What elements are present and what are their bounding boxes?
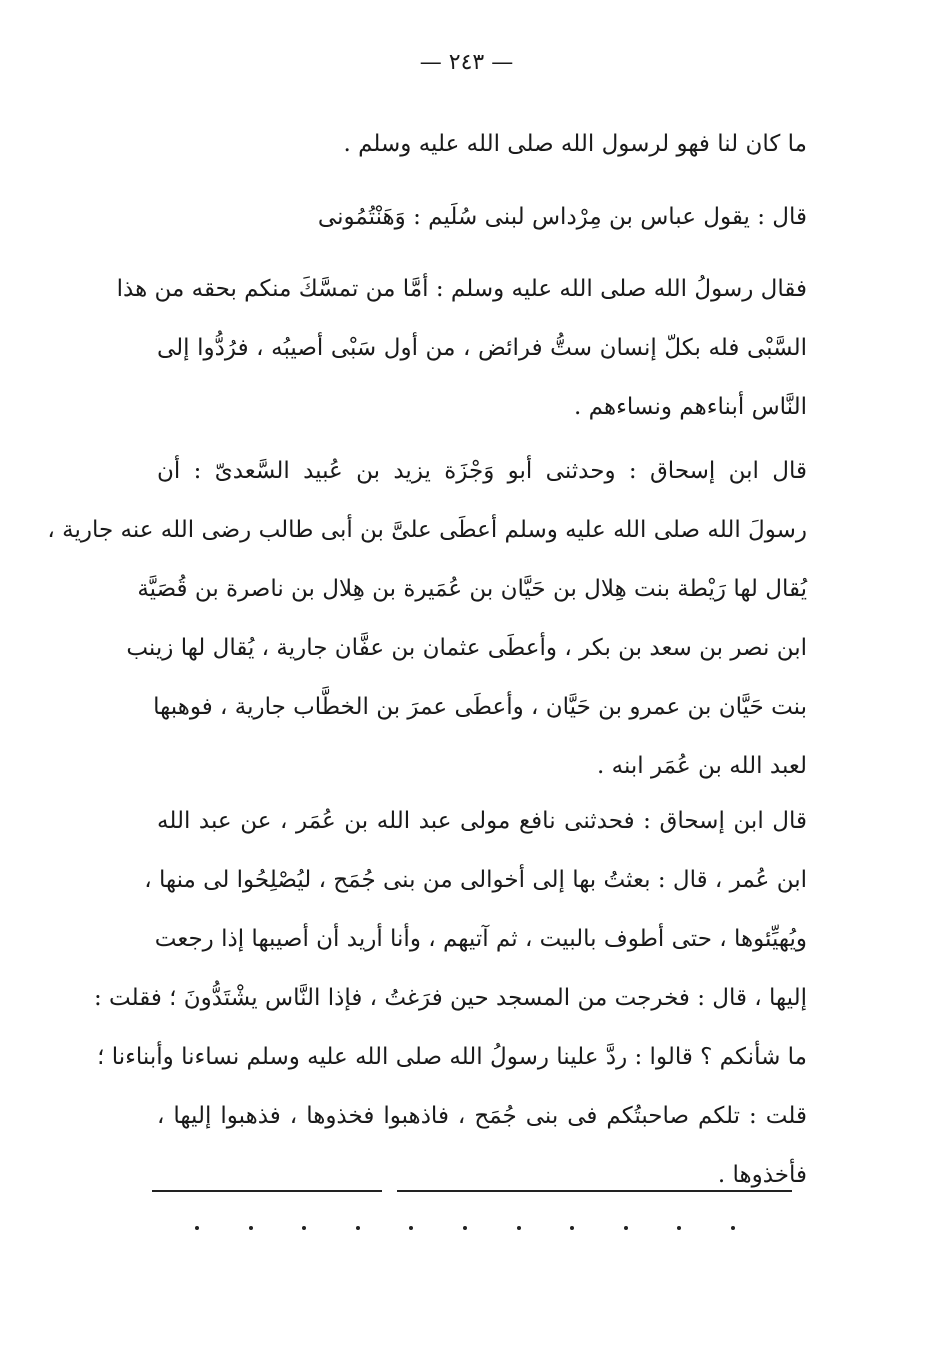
paragraph xyxy=(157,188,807,247)
text-line: رسولَ الله صلى الله عليه وسلم أعطَى علىَّ بن أبى طالب رضى الله عنه جارية ، xyxy=(47,517,807,543)
text-line: فقال رسولُ الله صلى الله عليه وسلم : أمَّا من تمسَّكَ منكم بحقه من هذا xyxy=(116,276,807,302)
text-line: لعبد الله بن عُمَر ابنه . xyxy=(596,753,807,779)
text-line: بنت حَيَّان بن عمرو بن حَيَّان ، وأعطَى عمرَ بن الخطَّاب جارية ، فوهبها xyxy=(153,694,807,720)
ornament-dot xyxy=(356,1226,360,1230)
text-line: ويُهيِّئوها ، حتى أطوف بالبيت ، ثم آتيهم ، وأنا أريد أن أصيبها إذا رجعت xyxy=(154,926,807,952)
ornament-dot xyxy=(463,1226,467,1230)
paragraph xyxy=(47,442,807,796)
ornament-dot xyxy=(302,1226,306,1230)
divider-rule-left xyxy=(152,1190,382,1192)
text-line: النَّاس أبناءهم ونساءهم . xyxy=(574,394,807,420)
text-line: ابن نصر بن سعد بن بكر ، وأعطَى عثمان بن عفَّان جارية ، يُقال لها زينب xyxy=(126,635,807,661)
paragraph xyxy=(93,792,807,1205)
ornament-dot xyxy=(195,1226,199,1230)
dot-ornament-row xyxy=(195,1226,735,1236)
ornament-dot xyxy=(624,1226,628,1230)
text-line: قال : يقول عباس بن مِرْداس لبنى سُلَيم : وَهَنْتُمُونى xyxy=(317,204,807,230)
text-line: إليها ، قال : فخرجت من المسجد حين فرَغتُ ، فإذا النَّاس يشْتَدُّونَ ؛ فقلت : xyxy=(93,985,807,1011)
section-divider xyxy=(152,1190,792,1194)
ornament-dot xyxy=(677,1226,681,1230)
text-line: قلت : تلكم صاحبتُكم فى بنى جُمَح ، فاذهبوا فخذوها ، فذهبوا إليها ، xyxy=(157,1103,807,1129)
ornament-dot xyxy=(517,1226,521,1230)
page-number: — ٢٤٣ — xyxy=(419,50,514,75)
divider-rule-right xyxy=(397,1190,792,1192)
ornament-dot xyxy=(409,1226,413,1230)
text-line: قال ابن إسحاق : وحدثنى أبو وَجْزَة يزيد بن عُبيد السَّعدىّ : أن xyxy=(157,458,807,484)
text-line: ما شأنكم ؟ قالوا : ردَّ علينا رسولُ الله صلى الله عليه وسلم نساءنا وأبناءنا ؛ xyxy=(97,1044,807,1070)
ornament-dot xyxy=(731,1226,735,1230)
text-line: يُقال لها رَيْطة بنت هِلال بن حَيَّان بن عُمَيرة بن هِلال بن ناصرة بن قُصَيَّة xyxy=(137,576,807,602)
ornament-dot xyxy=(249,1226,253,1230)
text-line: قال ابن إسحاق : فحدثنى نافع مولى عبد الله بن عُمَر ، عن عبد الله xyxy=(157,808,807,834)
text-line: ما كان لنا فهو لرسول الله صلى الله عليه وسلم . xyxy=(343,131,807,157)
paragraph xyxy=(116,260,807,437)
text-line: ابن عُمر ، قال : بعثتُ بها إلى أخوالى من بنى جُمَح ، ليُصْلِحُوا لى منها ، xyxy=(144,867,807,893)
ornament-dot xyxy=(570,1226,574,1230)
paragraph xyxy=(157,115,807,174)
text-line: فأخذوها . xyxy=(717,1162,807,1188)
text-line: السَّبْى فله بكلّ إنسان ستُّ فرائض ، من أول سَبْى أصيبُه ، فرُدُّوا إلى xyxy=(157,335,807,361)
